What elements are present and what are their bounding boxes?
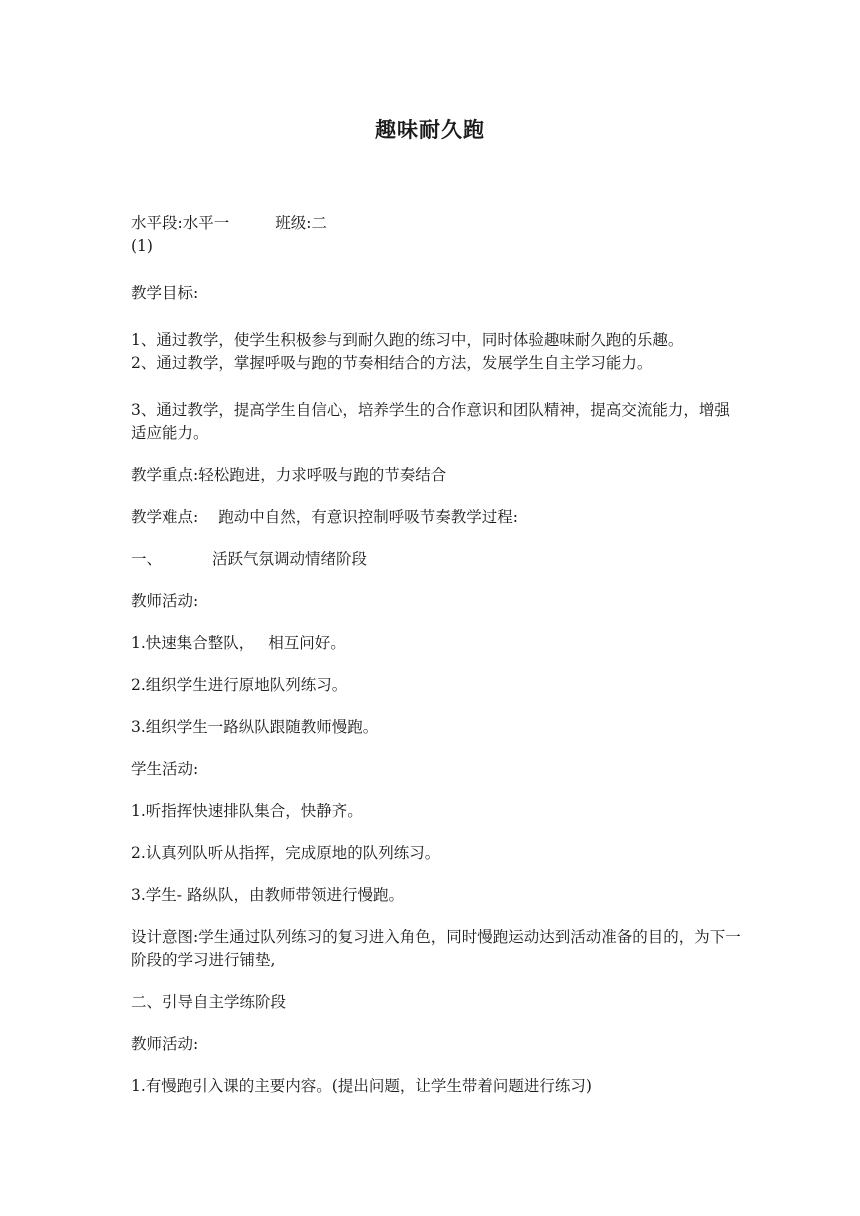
key-point: 教学重点:轻松跑进，力求呼吸与跑的节奏结合 [131, 466, 447, 484]
difficulty-line [131, 506, 741, 529]
difficulty-label: 教学难点: [131, 508, 199, 526]
meta-line [131, 212, 741, 235]
student-item-3: 3.学生- 路纵队，由教师带领进行慢跑。 [131, 886, 404, 904]
teacher-item-2-1: 1.有慢跑引入课的主要内容。(提出问题，让学生带着问题进行练习) [131, 1077, 592, 1095]
level-label: 水平段:水平一 [131, 214, 230, 232]
objectives-heading: 教学目标: [131, 284, 199, 302]
objective-3: 3、通过教学，提高学生自信心，培养学生的合作意识和团队精神，提高交流能力，增强适应能力。 [131, 401, 730, 442]
teacher-item-1: 1.快速集合整队， 相互问好。 [131, 634, 346, 652]
student-item-1: 1.听指挥快速排队集合，快静齐。 [131, 802, 363, 820]
document-body [131, 212, 741, 1098]
design-intent-1: 设计意图:学生通过队列练习的复习进入角色，同时慢跑运动达到活动准备的目的，为下一阶段的学习进行铺垫, [131, 928, 741, 969]
teacher-item-3: 3.组织学生一路纵队跟随教师慢跑。 [131, 718, 379, 736]
section-1-title: 活跃气氛调动情绪阶段 [212, 550, 368, 568]
class-suffix: (1) [131, 237, 153, 255]
objective-2: 2、通过教学，掌握呼吸与跑的节奏相结合的方法，发展学生自主学习能力。 [131, 354, 653, 372]
objective-1: 1、通过教学，使学生积极参与到耐久跑的练习中，同时体验趣味耐久跑的乐趣。 [131, 331, 684, 349]
class-label: 班级:二 [275, 214, 327, 232]
difficulty-text: 跑动中自然，有意识控制呼吸节奏教学过程: [218, 508, 518, 526]
document-title: 趣味耐久跑 [375, 117, 485, 142]
section-1-number: 一、 [131, 550, 163, 568]
section-2-heading: 二、引导自主学练阶段 [131, 993, 287, 1011]
teacher-item-2: 2.组织学生进行原地队列练习。 [131, 676, 348, 694]
student-item-2: 2.认真列队听从指挥，完成原地的队列练习。 [131, 844, 441, 862]
student-activity-heading-1: 学生活动: [131, 760, 199, 778]
teacher-activity-heading-1: 教师活动: [131, 592, 199, 610]
teacher-activity-heading-2: 教师活动: [131, 1035, 199, 1053]
section-1-heading [131, 548, 741, 571]
